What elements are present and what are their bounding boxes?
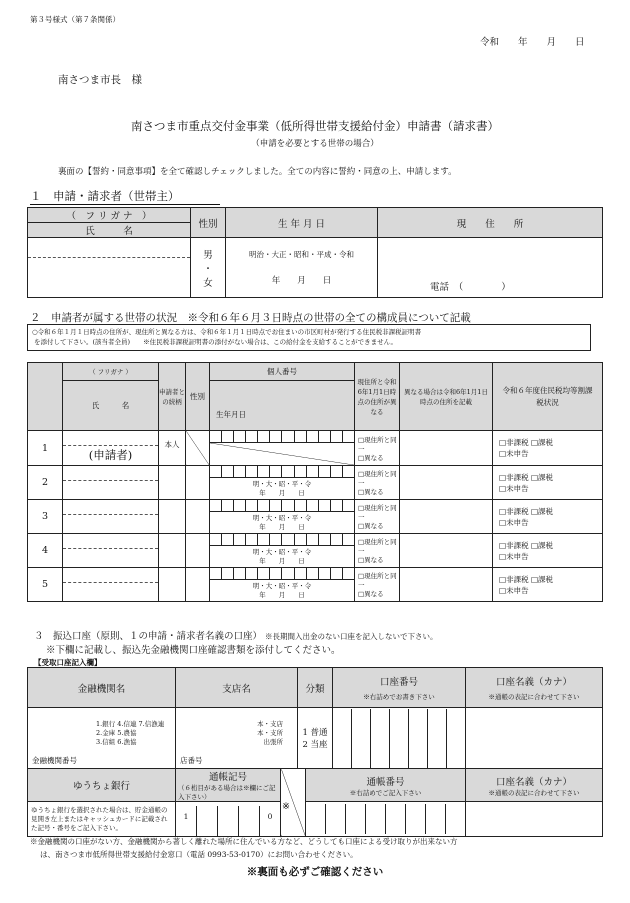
sixth-digit-mark: ※ [282, 801, 290, 812]
jan1-checkbox[interactable] [355, 568, 400, 602]
era-options: 明治・大正・昭和・平成・令和 [249, 250, 354, 259]
section2-note-box [27, 324, 591, 351]
hh-relation-header: 申請者との続柄 [159, 363, 186, 431]
household-row-4 [28, 534, 603, 568]
row-number: 2 [28, 466, 63, 500]
tax-option-2: □未申告 [499, 517, 529, 527]
digit-1: 1 [176, 806, 197, 836]
phone-field: 電話 （ ） [430, 282, 511, 293]
household-row-2 [28, 466, 603, 500]
gender-na [186, 431, 210, 466]
section3-heading [34, 628, 438, 642]
same-option: □現住所と同一 [358, 572, 397, 589]
passbook-number-field[interactable] [306, 802, 466, 837]
yucho-holder-field[interactable] [466, 802, 603, 837]
hh-name-header: 氏 名 [63, 381, 159, 431]
applicant-label: (申請者) [88, 448, 133, 462]
passbook-number-hint: ※右詰めでご記入下さい [349, 788, 422, 797]
page-subtitle: （申請を必要とする世帯の場合） [251, 139, 379, 149]
bank-account-table [27, 667, 603, 770]
gender-header: 性別 [191, 208, 226, 238]
member-name-field[interactable] [63, 568, 159, 602]
prev-address-field[interactable] [400, 568, 493, 602]
hh-birthdate-header: 生年月日 [210, 399, 355, 431]
section3-title: ３ 振込口座（原則、１の申請・請求者名義の口座） [34, 631, 263, 642]
yucho-header: ゆうちょ銀行 [28, 769, 176, 802]
row-number: 1 [28, 431, 63, 466]
jan1-checkbox[interactable] [355, 534, 400, 568]
furigana-header: （ フ リ ガ ナ ） [28, 208, 191, 223]
relation-field[interactable] [159, 534, 186, 568]
section3-heading-note: ※長期間入出金のない口座を記入しないで下さい。 [265, 632, 438, 641]
mynumber-field[interactable] [210, 568, 355, 602]
member-name-field[interactable] [63, 500, 159, 534]
passbook-sign-hint: （６桁目がある場合は※欄にご記入下さい） [178, 784, 276, 801]
hh-gender-header: 性別 [186, 363, 210, 431]
applicant-gender[interactable] [191, 238, 226, 298]
relation-field[interactable] [159, 466, 186, 500]
same-option: □現住所と同一 [358, 504, 397, 521]
digit-0: 0 [267, 812, 273, 821]
male-option: 男 [203, 249, 213, 261]
member-name-field[interactable] [63, 534, 159, 568]
footer-reminder: ※裏面も必ずご確認ください [246, 866, 384, 878]
member-name-field[interactable] [63, 466, 159, 500]
account-holder-header [466, 668, 603, 708]
household-table [27, 362, 603, 602]
hh-furigana-header: （ フリガナ ） [63, 363, 159, 381]
jan1-checkbox[interactable] [355, 466, 400, 500]
birthdate-ymd: 年 月 日 [271, 276, 332, 286]
gender-field[interactable] [186, 568, 210, 602]
account-box-label: 【受取口座記入欄】 [34, 658, 102, 667]
branch-type-options: 本・支店 本・支所 出張所 [257, 720, 283, 746]
tax-option-2: □未申告 [499, 483, 529, 493]
passbook-number-label: 通帳番号 [366, 776, 405, 788]
mynumber-field[interactable] [210, 431, 355, 466]
prev-address-field[interactable] [400, 431, 493, 466]
name-header: 氏 名 [28, 223, 191, 238]
page-title: 南さつま市重点交付金事業（低所得世帯支援給付金）申請書（請求書） [131, 119, 499, 133]
passbook-sign-field[interactable] [176, 801, 290, 837]
account-holder-hint: ※通帳の表記に合わせて下さい [488, 693, 580, 701]
applicant-birthdate[interactable] [226, 238, 378, 298]
diff-option: □異なる [358, 488, 384, 496]
yucho-holder-header [466, 769, 603, 802]
birthdate-header: 生 年 月 日 [226, 208, 378, 238]
bank-name-header: 金融機関名 [28, 668, 176, 708]
tax-option-1: □非課税 □課税 [499, 540, 554, 550]
tax-checkbox[interactable] [493, 431, 603, 466]
gender-field[interactable] [186, 466, 210, 500]
diff-option: □異なる [358, 590, 384, 598]
section2-note-line2: を添付して下さい。(該当者全員) ※住民税非課税証明書の添付がない場合は、この給付金を支給することができません。 [34, 338, 397, 346]
section1-heading: １ 申請・請求者（世帯主） [30, 188, 220, 205]
yucho-table [27, 768, 603, 837]
birthdate-ymd: 年 月 日 [259, 523, 305, 531]
row-number: 5 [28, 568, 63, 602]
passbook-number-header [306, 769, 466, 802]
intro-text: 裏面の【誓約・同意事項】を全て確認しチェックしました。全ての内容に誓約・同意の上、申請します。 [58, 167, 457, 177]
mynumber-field[interactable] [210, 466, 355, 500]
same-option: □現住所と同一 [358, 435, 397, 453]
gender-dot: ・ [203, 263, 213, 275]
gender-field[interactable] [186, 534, 210, 568]
date-line: 令和 年 月 日 [480, 37, 585, 48]
tax-option-2: □未申告 [499, 585, 529, 595]
account-number-hint: ※右詰めでお書き下さい [363, 693, 435, 701]
hh-mynumber-header: 個人番号 [210, 363, 355, 381]
tax-checkbox[interactable] [493, 534, 603, 568]
hh-tax-header: 令和６年度住民税均等割課税状況 [493, 363, 603, 431]
relation-field[interactable] [159, 568, 186, 602]
prev-address-field[interactable] [400, 466, 493, 500]
tax-checkbox[interactable] [493, 500, 603, 534]
relation-self: 本人 [159, 431, 186, 466]
account-holder-field[interactable] [466, 708, 603, 770]
row-number: 4 [28, 534, 63, 568]
household-row-5 [28, 568, 603, 602]
birthdate-ymd: 年 月 日 [259, 489, 305, 497]
tax-option-2: □未申告 [499, 551, 529, 561]
tax-checkbox[interactable] [493, 568, 603, 602]
era-options: 明・大・昭・平・令 [252, 514, 312, 522]
prev-address-field[interactable] [400, 500, 493, 534]
diff-option: □異なる [358, 556, 384, 564]
row-number: 3 [28, 500, 63, 534]
address-header: 現 住 所 [378, 208, 603, 238]
passbook-sign-header [176, 769, 281, 802]
applicant-name-field[interactable] [28, 238, 191, 298]
account-number-header [333, 668, 466, 708]
applicant-address[interactable] [378, 238, 603, 298]
mynumber-field[interactable] [210, 534, 355, 568]
relation-field[interactable] [159, 500, 186, 534]
form-number: 第３号様式（第７条関係） [30, 15, 120, 24]
passbook-sign-label: 通帳記号 [208, 772, 247, 783]
birthdate-ymd: 年 月 日 [259, 591, 305, 599]
tax-option-1: □非課税 □課税 [499, 574, 554, 584]
section2-heading: ２ 申請者が属する世帯の状況 ※令和６年６月３日時点の世帯の全ての構成員について記載 [30, 312, 471, 324]
bank-name-field[interactable] [28, 708, 176, 770]
hh-num-header [28, 363, 63, 431]
household-row-3 [28, 500, 603, 534]
jan1-checkbox[interactable] [355, 500, 400, 534]
tax-option-1: □非課税 □課税 [499, 506, 554, 516]
account-number-label: 口座番号 [379, 677, 418, 688]
yucho-holder-label: 口座名義（カナ） [495, 776, 572, 788]
era-options: 明・大・昭・平・令 [252, 480, 312, 488]
bank-code-label: 金融機関番号 [32, 756, 77, 765]
hh-jan1-header: 現住所と令和6年1月1日時点の住所が異なる [355, 363, 400, 431]
hh-prevaddr-header: 異なる場合は令和6年1月1日時点の住所を記載 [400, 363, 493, 431]
jan1-checkbox[interactable] [355, 431, 400, 466]
bank-type-options: 1.銀行 4.信連 7.信漁連 2.金庫 5.農協 3.信組 6.漁協 [96, 720, 165, 746]
category-header: 分類 [298, 668, 333, 708]
gender-field[interactable] [186, 500, 210, 534]
tax-option-1: □非課税 □課税 [499, 472, 554, 482]
hh-mynumber-boxes [210, 381, 355, 399]
same-option: □現住所と同一 [358, 470, 397, 487]
tax-option-2: □未申告 [499, 449, 529, 458]
mynumber-field[interactable] [210, 500, 355, 534]
branch-name-field[interactable] [176, 708, 298, 770]
diff-option: □異なる [358, 522, 384, 530]
branch-name-header: 支店名 [176, 668, 298, 708]
tax-checkbox[interactable] [493, 466, 603, 500]
yucho-holder-hint: ※通帳の表記に合わせて下さい [488, 788, 580, 797]
tax-option-1: □非課税 □課税 [499, 438, 554, 447]
footer-note-2: は、南さつま市低所得世帯支援給付金窓口（電話 0993-53-0170）にお問い合わせください。 [40, 850, 358, 859]
birthdate-ymd: 年 月 日 [259, 557, 305, 565]
account-type-field[interactable]: 1 普通 2 当座 [298, 708, 333, 770]
same-option: □現住所と同一 [358, 538, 397, 555]
era-options: 明・大・昭・平・令 [252, 548, 312, 556]
prev-address-field[interactable] [400, 534, 493, 568]
household-row-1 [28, 431, 603, 466]
yucho-note: ゆうちょ銀行を選択された場合は、貯金通帳の見開き左上またはキャッシュカードに記載された記号・番号をご記入下さい。 [28, 802, 176, 837]
account-number-field[interactable] [333, 708, 466, 770]
branch-code-label: 店番号 [180, 756, 203, 765]
section3-note: ※下欄に記載し、振込先金融機関口座確認書類を添付してください。 [46, 645, 341, 656]
female-option: 女 [203, 277, 213, 289]
member-name-field[interactable] [63, 431, 159, 466]
section2-note-line1: ○令和６年１月１日時点の住所が、現住所と異なる方は、令和６年１月１日時点でお住まいの市区町村が発行する住民税非課税証明書 [32, 328, 422, 336]
diff-option: □異なる [358, 453, 384, 462]
account-holder-label: 口座名義（カナ） [495, 677, 572, 688]
applicant-table [27, 207, 603, 298]
footer-note-1: ※金融機関の口座がない方、金融機関から著しく離れた場所に住んでいる方など、どうしても口座による受け取りが出来ない方 [30, 837, 458, 846]
era-options: 明・大・昭・平・令 [252, 582, 312, 590]
addressee: 南さつま市長 様 [58, 74, 142, 86]
